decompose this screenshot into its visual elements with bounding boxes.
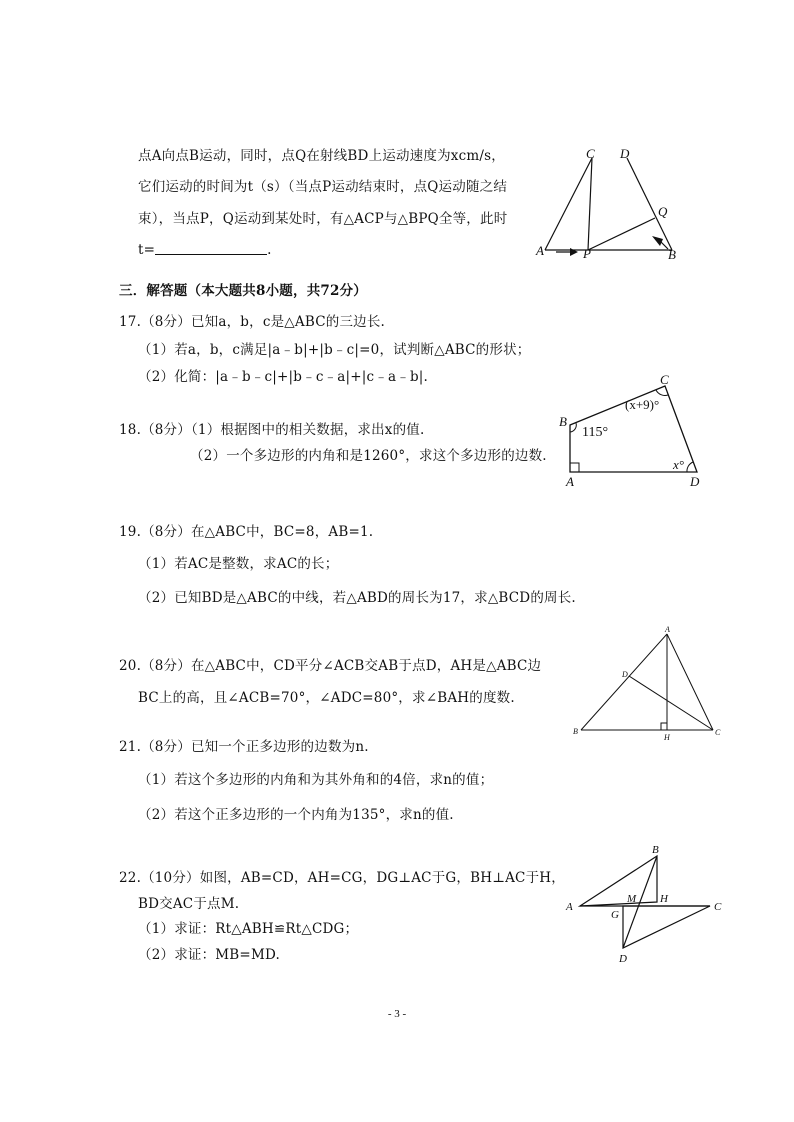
right-angle-mark-A [570, 463, 579, 472]
label-B: B [652, 844, 659, 856]
page-number: - 3 - [387, 1008, 407, 1020]
label-H: H [664, 733, 670, 742]
q17-part2: （2）化简：|a﹣b﹣c|+|b﹣c﹣a|+|c﹣a﹣b|. [138, 369, 429, 385]
q16-line3: 束），当点P，Q运动到某处时，有△ACP与△BPQ全等，此时 [138, 211, 508, 227]
arrow-q-shaft [661, 242, 668, 249]
right-angle-mark-H [661, 723, 667, 730]
q16-figure [530, 140, 710, 265]
label-P: P [583, 246, 591, 261]
angle-arc-D [687, 462, 693, 472]
q18-figure [555, 370, 715, 490]
label-A: A [566, 901, 573, 913]
q16-answer-blank [155, 242, 267, 255]
q18-stem: 18.（8分）（1）根据图中的相关数据，求出x的值. [119, 422, 425, 438]
q17-stem: 17.（8分）已知a，b，c是△ABC的三边长. [119, 314, 386, 330]
label-C: C [660, 372, 669, 387]
angle-c-value: (x+9)° [625, 397, 660, 412]
q22-line1: 22.（10分）如图，AB=CD，AH=CG，DG⊥AC于G，BH⊥AC于H， [119, 870, 565, 886]
q19-part2: （2）已知BD是△ABC的中线，若△ABD的周长为17，求△BCD的周长. [138, 590, 576, 606]
q16-answer-suffix: . [267, 242, 272, 258]
label-D: D [620, 146, 630, 161]
label-B: B [573, 727, 578, 736]
arrow-p-head [570, 248, 578, 256]
label-Q: Q [658, 204, 668, 219]
label-H: H [660, 893, 668, 905]
q19-part1: （1）若AC是整数，求AC的长； [138, 556, 339, 572]
label-B: B [559, 414, 567, 429]
label-C: C [714, 901, 722, 913]
angle-d-value: x° [673, 457, 684, 472]
q22-part2: （2）求证：MB=MD. [138, 947, 281, 963]
q17-part1: （1）若a，b，c满足|a﹣b|+|b﹣c|=0，试判断△ABC的形状； [138, 342, 531, 358]
q20-figure [565, 622, 730, 742]
line-AC [545, 158, 592, 250]
q21-part2: （2）若这个正多边形的一个内角为135°，求n的值. [138, 807, 454, 823]
label-B: B [668, 247, 676, 262]
q22-line2: BD交AC于点M. [138, 896, 240, 912]
q16-answer-prefix: t= [138, 242, 156, 258]
line-CP [588, 158, 592, 250]
arrow-q-head [652, 236, 663, 246]
label-A: A [665, 625, 670, 634]
q16-line4 [138, 241, 272, 259]
q20-line2: BC上的高，且∠ACB=70°，∠ADC=80°，求∠BAH的度数. [138, 690, 515, 706]
q22-part1: （1）求证：Rt△ABH≌Rt△CDG； [138, 921, 359, 937]
line-PQ [588, 218, 655, 250]
angle-b-value: 115° [582, 425, 609, 440]
label-C: C [586, 146, 595, 161]
q18-part2: （2）一个多边形的内角和是1260°，求这个多边形的边数. [190, 448, 547, 464]
section-title: 三．解答题（本大题共8小题，共72分） [119, 283, 367, 299]
label-D: D [619, 953, 627, 965]
line-AB [581, 634, 667, 730]
label-D: D [622, 670, 628, 679]
label-C: C [715, 728, 721, 737]
label-M: M [627, 893, 637, 905]
q21-part1: （1）若这个多边形的内角和为其外角和的4倍，求n的值； [138, 772, 494, 788]
q20-line1: 20.（8分）在△ABC中，CD平分∠ACB交AB于点D，AH是△ABC边 [119, 658, 542, 674]
label-G: G [611, 909, 619, 921]
label-A: A [536, 243, 544, 258]
q22-figure [560, 840, 735, 970]
q19-stem: 19.（8分）在△ABC中，BC=8，AB=1. [119, 524, 374, 540]
q21-stem: 21.（8分）已知一个正多边形的边数为n. [119, 739, 369, 755]
triangle-ABH [580, 856, 657, 906]
q16-line1: 点A向点B运动，同时，点Q在射线BD上运动速度为xcm/s， [138, 148, 505, 164]
label-A: A [566, 474, 574, 489]
q16-line2: 它们运动的时间为t（s）（当点P运动结束时，点Q运动随之结 [138, 179, 508, 195]
label-D: D [690, 474, 700, 489]
